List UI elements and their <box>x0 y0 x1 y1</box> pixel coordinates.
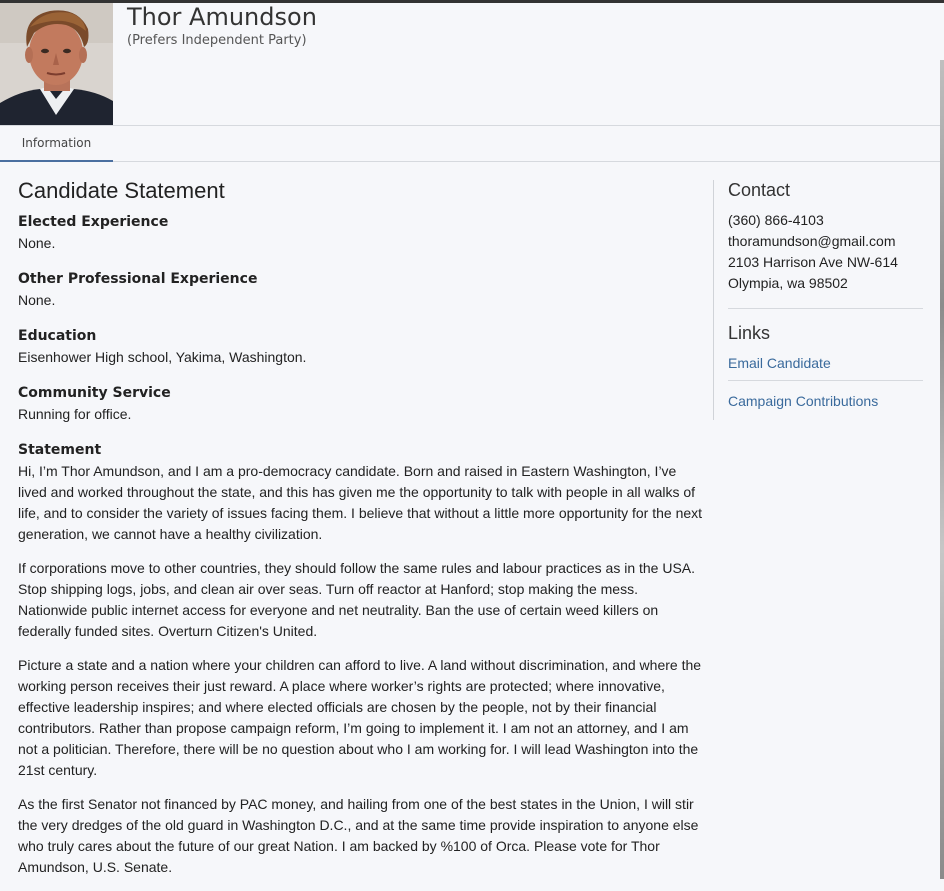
field-community-service <box>18 383 703 425</box>
field-label: Other Professional Experience <box>18 271 258 287</box>
candidate-party: (Prefers Independent Party) <box>127 33 307 48</box>
contact-phone: (360) 866-4103 <box>728 212 824 228</box>
contact-address-line2: Olympia, wa 98502 <box>728 275 848 291</box>
contact-email: thoramundson@gmail.com <box>728 233 896 249</box>
column-divider <box>713 180 714 420</box>
contact-title: Contact <box>728 180 791 200</box>
field-label: Education <box>18 328 97 344</box>
statement-paragraph: Hi, I’m Thor Amundson, and I am a pro-democracy candidate. Born and raised in Eastern Washington, I’ve lived and worked throughout the state, and this has given me the opportunity to talk with people in all walks of life, and to consider the variety of issues facing them. I believe that without a little more opportunity for the next generation, we cannot have a healthy civilization. <box>18 463 703 542</box>
contact-address-line1: 2103 Harrison Ave NW-614 <box>728 254 898 270</box>
window-right-edge <box>940 60 944 879</box>
field-elected-experience <box>18 212 703 254</box>
tab-bar <box>0 126 940 162</box>
field-label: Elected Experience <box>18 214 169 230</box>
field-value: None. <box>18 235 56 251</box>
profile-header <box>0 3 940 126</box>
field-other-professional-experience <box>18 269 703 311</box>
links-title: Links <box>728 323 771 343</box>
field-value: Eisenhower High school, Yakima, Washington. <box>18 349 307 365</box>
statement-paragraph: Picture a state and a nation where your children can afford to live. A land without discrimination, and where the working person receives their just reward. A place where worker’s rights are protected; where innovative, effective leadership inspires; and where elected officials are chosen by the people, not by their financial contributors. Rather than propose campaign reform, I’m going to implement it. I am not an attorney, and I am not a politician. Therefore, there will be no question about who I am working for. I will lead Washington into the 21st century. <box>18 657 702 778</box>
field-value: None. <box>18 292 56 308</box>
divider <box>728 380 923 381</box>
campaign-contributions-link[interactable]: Campaign Contributions <box>728 393 879 409</box>
sidebar <box>728 180 923 412</box>
divider <box>728 308 923 309</box>
candidate-statement-section <box>18 178 703 891</box>
candidate-name: Thor Amundson <box>127 3 317 31</box>
field-value: Running for office. <box>18 406 132 422</box>
section-title: Candidate Statement <box>18 178 225 203</box>
statement-paragraph: If corporations move to other countries, they should follow the same rules and labour practices as in the USA. Stop shipping logs, jobs, and clean air over seas. Turn off reactor at Hanford; stop making the mess. Nationwide public internet access for everyone and net neutrality. Ban the use of certain weed killers on federally funded sites. Overturn Citizen's United. <box>18 560 696 639</box>
statement-paragraph: As the first Senator not financed by PAC money, and hailing from one of the best states in the Union, I will stir the very dredges of the old guard in Washington D.C., and at the same time provide inspiration to anyone else who truly cares about the future of our great Nation. I am backed by %100 of Orca. Please vote for Thor Amundson, U.S. Senate. <box>18 796 699 875</box>
field-label: Community Service <box>18 385 171 401</box>
statement-label: Statement <box>18 442 102 458</box>
field-education <box>18 326 703 368</box>
tab-information[interactable]: Information <box>0 126 113 162</box>
candidate-photo <box>0 3 113 125</box>
email-candidate-link[interactable]: Email Candidate <box>728 355 831 371</box>
